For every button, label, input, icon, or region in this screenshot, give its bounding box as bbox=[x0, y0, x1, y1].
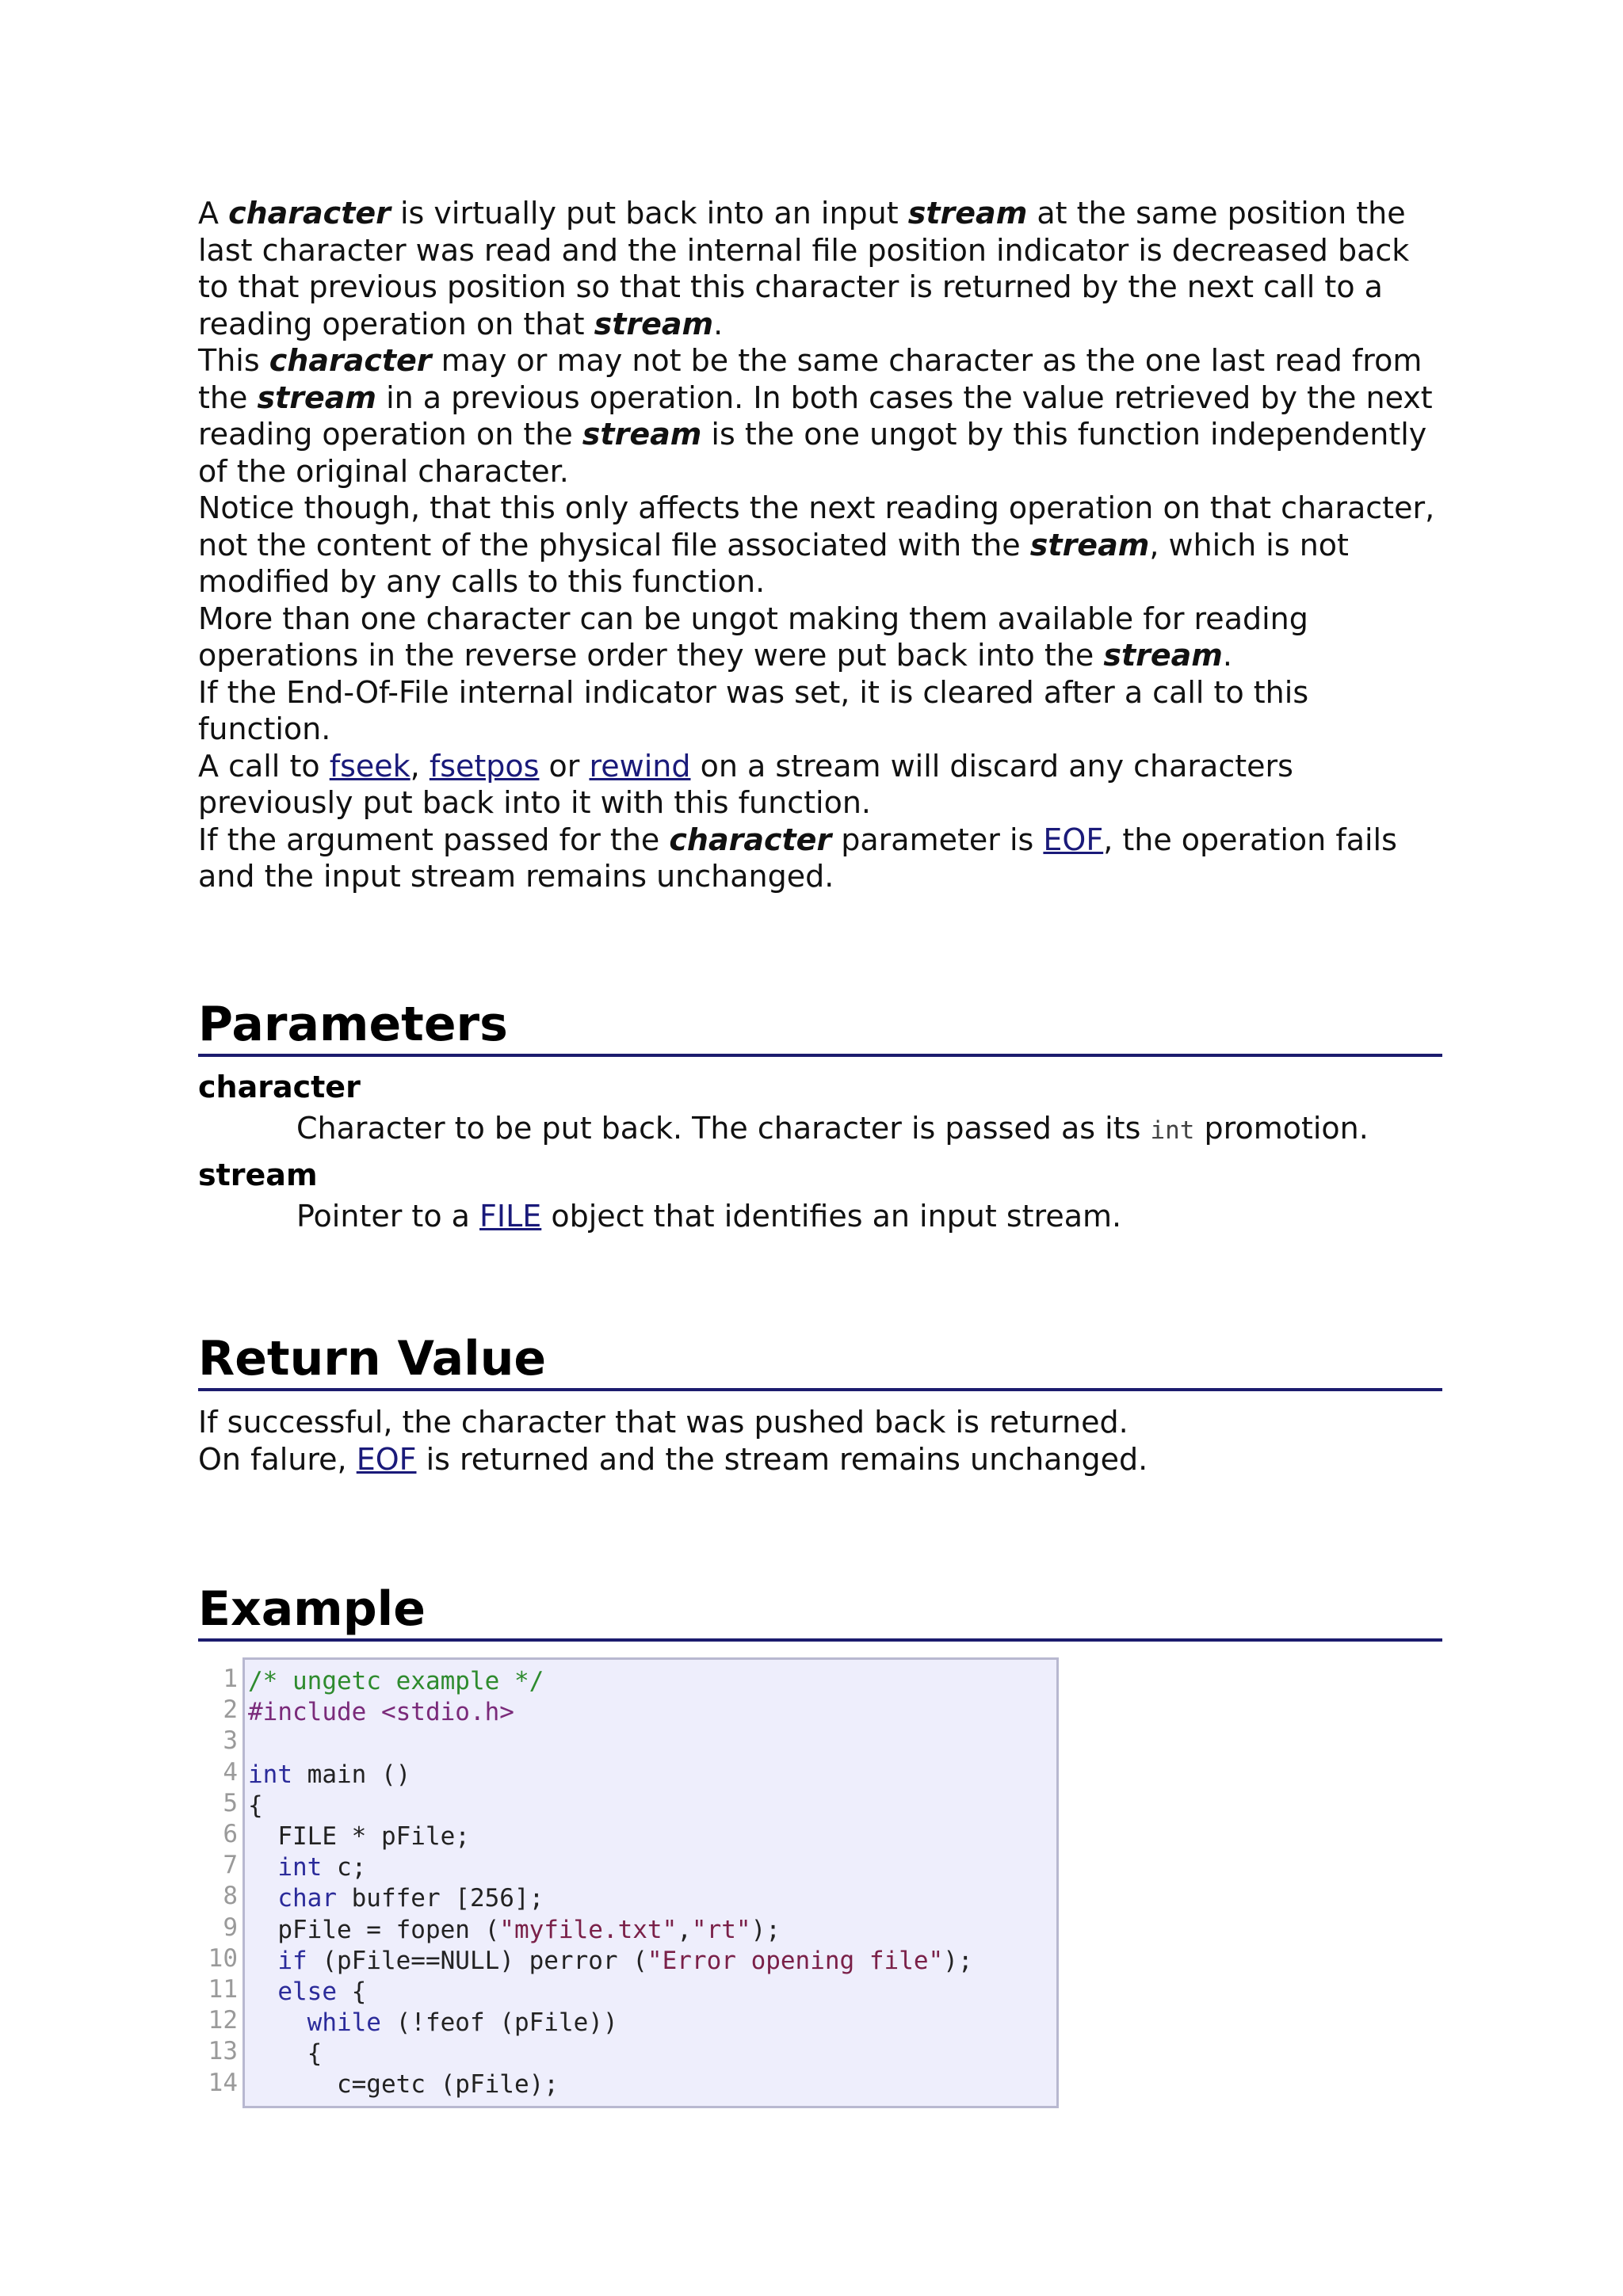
param-desc-character bbox=[296, 1109, 1442, 1150]
text: parameter is bbox=[831, 822, 1044, 857]
example-section bbox=[198, 1580, 1442, 2108]
text: . bbox=[713, 306, 724, 341]
code-line bbox=[248, 1697, 1056, 1728]
code-line bbox=[248, 1977, 1056, 2008]
code-line bbox=[248, 1821, 1056, 1852]
emphasis-stream: stream bbox=[907, 196, 1028, 231]
code-comment: /* ungetc example */ bbox=[248, 1667, 544, 1695]
link-rewind[interactable]: rewind bbox=[589, 748, 691, 784]
line-number-gutter bbox=[198, 1657, 242, 2108]
param-name-character: character bbox=[198, 1070, 361, 1104]
line-number: 9 bbox=[223, 1913, 238, 1942]
link-file[interactable]: FILE bbox=[479, 1199, 542, 1234]
emphasis-stream: stream bbox=[1029, 527, 1150, 563]
line-number: 4 bbox=[223, 1757, 238, 1787]
text: A call to bbox=[198, 748, 330, 784]
parameters-heading: Parameters bbox=[198, 995, 1442, 1057]
emphasis-stream: stream bbox=[1103, 638, 1223, 673]
text: may or may not be the same character as the one last read from the bbox=[198, 343, 1423, 415]
code-text: (!feof (pFile)) bbox=[380, 2008, 618, 2038]
text: Notice though, that this only affects the next reading operation on that character, not the content of the physical file associated with the bbox=[198, 490, 1435, 563]
emphasis-character: character bbox=[669, 822, 832, 857]
code-string: "rt" bbox=[691, 1915, 751, 1944]
text: in a previous operation. In both cases the value retrieved by the next reading operation on the bbox=[198, 379, 1433, 452]
text: Character to be put back. The character is passed as its bbox=[296, 1111, 1151, 1146]
line-number: 7 bbox=[223, 1851, 238, 1880]
code-keyword: while bbox=[307, 2008, 381, 2038]
code-listing bbox=[198, 1657, 1442, 2108]
code-line bbox=[248, 1946, 1056, 1977]
code-line bbox=[248, 1852, 1056, 1883]
description-paragraph bbox=[198, 490, 1442, 601]
return-line bbox=[198, 1441, 1442, 1478]
text: on a stream will discard any characters previously put back into it with this function. bbox=[198, 748, 1293, 820]
text: More than one character can be ungot making them available for reading operations in the reverse order they were put back into the bbox=[198, 601, 1308, 673]
description-paragraph bbox=[198, 195, 1442, 342]
text: , the operation fails and the input stream remains unchanged. bbox=[198, 822, 1397, 894]
line-number: 14 bbox=[208, 2068, 238, 2097]
link-eof[interactable]: EOF bbox=[356, 1441, 417, 1477]
code-text: , bbox=[677, 1915, 692, 1944]
page-content bbox=[198, 195, 1442, 2100]
code-line bbox=[248, 1760, 1056, 1791]
line-number: 2 bbox=[223, 1695, 238, 1725]
text: is returned and the stream remains unchanged. bbox=[416, 1441, 1148, 1477]
emphasis-character: character bbox=[228, 196, 391, 231]
return-line: If successful, the character that was pushed back is returned. bbox=[198, 1405, 1128, 1440]
line-number: 10 bbox=[208, 1943, 238, 1973]
code-string: "Error opening file" bbox=[647, 1946, 944, 1975]
text: This bbox=[198, 343, 269, 378]
param-desc-stream bbox=[296, 1197, 1442, 1235]
code-line bbox=[248, 2008, 1056, 2039]
code-keyword: else bbox=[277, 1977, 337, 2006]
example-heading: Example bbox=[198, 1580, 1442, 1642]
emphasis-stream: stream bbox=[594, 306, 714, 341]
code-line bbox=[248, 1728, 1056, 1759]
return-value-section bbox=[198, 1329, 1442, 1478]
text: or bbox=[539, 748, 590, 784]
code-text: { bbox=[336, 1977, 367, 2006]
code-text: ); bbox=[750, 1915, 781, 1944]
code-line bbox=[248, 2039, 1056, 2069]
emphasis-stream: stream bbox=[582, 417, 702, 452]
code-text: { bbox=[248, 2039, 323, 2069]
line-number: 8 bbox=[223, 1882, 238, 1911]
description-paragraph bbox=[198, 601, 1442, 674]
code-text: c; bbox=[322, 1853, 367, 1882]
link-fsetpos[interactable]: fsetpos bbox=[429, 748, 540, 784]
code-string: "myfile.txt" bbox=[499, 1915, 678, 1944]
text: promotion. bbox=[1194, 1111, 1369, 1146]
code-text: FILE * pFile; bbox=[248, 1821, 470, 1851]
line-number: 11 bbox=[208, 1975, 238, 2004]
code-text: c=getc (pFile); bbox=[248, 2070, 559, 2100]
return-value-heading: Return Value bbox=[198, 1329, 1442, 1391]
parameters-section bbox=[198, 995, 1442, 1235]
description-paragraph bbox=[198, 748, 1442, 822]
text: Pointer to a bbox=[296, 1199, 480, 1234]
text: is the one ungot by this function independently of the original character. bbox=[198, 417, 1427, 489]
code-keyword: int bbox=[248, 1760, 292, 1789]
code-line bbox=[248, 1791, 1056, 1821]
line-number: 5 bbox=[223, 1788, 238, 1817]
text: at the same position the last character was read and the internal file position indicator is decreased back to that previous position so that this character is returned by the next call to a reading operation on that bbox=[198, 196, 1410, 341]
inline-code: int bbox=[1150, 1116, 1195, 1145]
emphasis-stream: stream bbox=[257, 379, 376, 415]
code-line bbox=[248, 1666, 1056, 1697]
description-paragraph bbox=[198, 674, 1442, 748]
code-line bbox=[248, 1915, 1056, 1946]
text: , bbox=[410, 748, 430, 784]
code-preprocessor: #include <stdio.h> bbox=[248, 1698, 514, 1727]
link-eof[interactable]: EOF bbox=[1043, 822, 1104, 857]
text: . bbox=[1222, 638, 1232, 673]
emphasis-character: character bbox=[269, 343, 432, 378]
code-keyword: char bbox=[277, 1884, 337, 1913]
line-number: 13 bbox=[208, 2037, 238, 2066]
line-number: 1 bbox=[223, 1665, 238, 1693]
line-number: 12 bbox=[208, 2006, 238, 2035]
code-line bbox=[248, 2069, 1056, 2100]
text: is virtually put back into an input bbox=[390, 196, 908, 231]
code-keyword: int bbox=[277, 1853, 323, 1882]
text: On falure, bbox=[198, 1441, 357, 1477]
code-text: buffer [256]; bbox=[336, 1884, 544, 1913]
text: A bbox=[198, 196, 229, 231]
line-number: 3 bbox=[223, 1726, 238, 1756]
text: If the argument passed for the bbox=[198, 822, 670, 857]
line-number: 6 bbox=[223, 1820, 238, 1849]
description bbox=[198, 195, 1442, 895]
code-text: pFile = fopen ( bbox=[248, 1915, 500, 1944]
param-name-stream: stream bbox=[198, 1158, 318, 1192]
text: object that identifies an input stream. bbox=[541, 1199, 1122, 1234]
link-fseek[interactable]: fseek bbox=[329, 748, 411, 784]
text: , which is not modified by any calls to this function. bbox=[198, 527, 1349, 599]
code-text: (pFile==NULL) perror ( bbox=[307, 1946, 647, 1975]
code-text: { bbox=[248, 1791, 263, 1820]
code-keyword: if bbox=[277, 1946, 307, 1975]
code-text: ); bbox=[943, 1946, 973, 1975]
code-text: main () bbox=[292, 1760, 411, 1789]
text: If the End-Of-File internal indicator was set, it is cleared after a call to this function. bbox=[198, 674, 1309, 746]
description-paragraph bbox=[198, 342, 1442, 490]
description-paragraph bbox=[198, 822, 1442, 895]
code-line bbox=[248, 1883, 1056, 1914]
return-value-text bbox=[198, 1404, 1442, 1478]
code-block[interactable] bbox=[242, 1657, 1059, 2108]
